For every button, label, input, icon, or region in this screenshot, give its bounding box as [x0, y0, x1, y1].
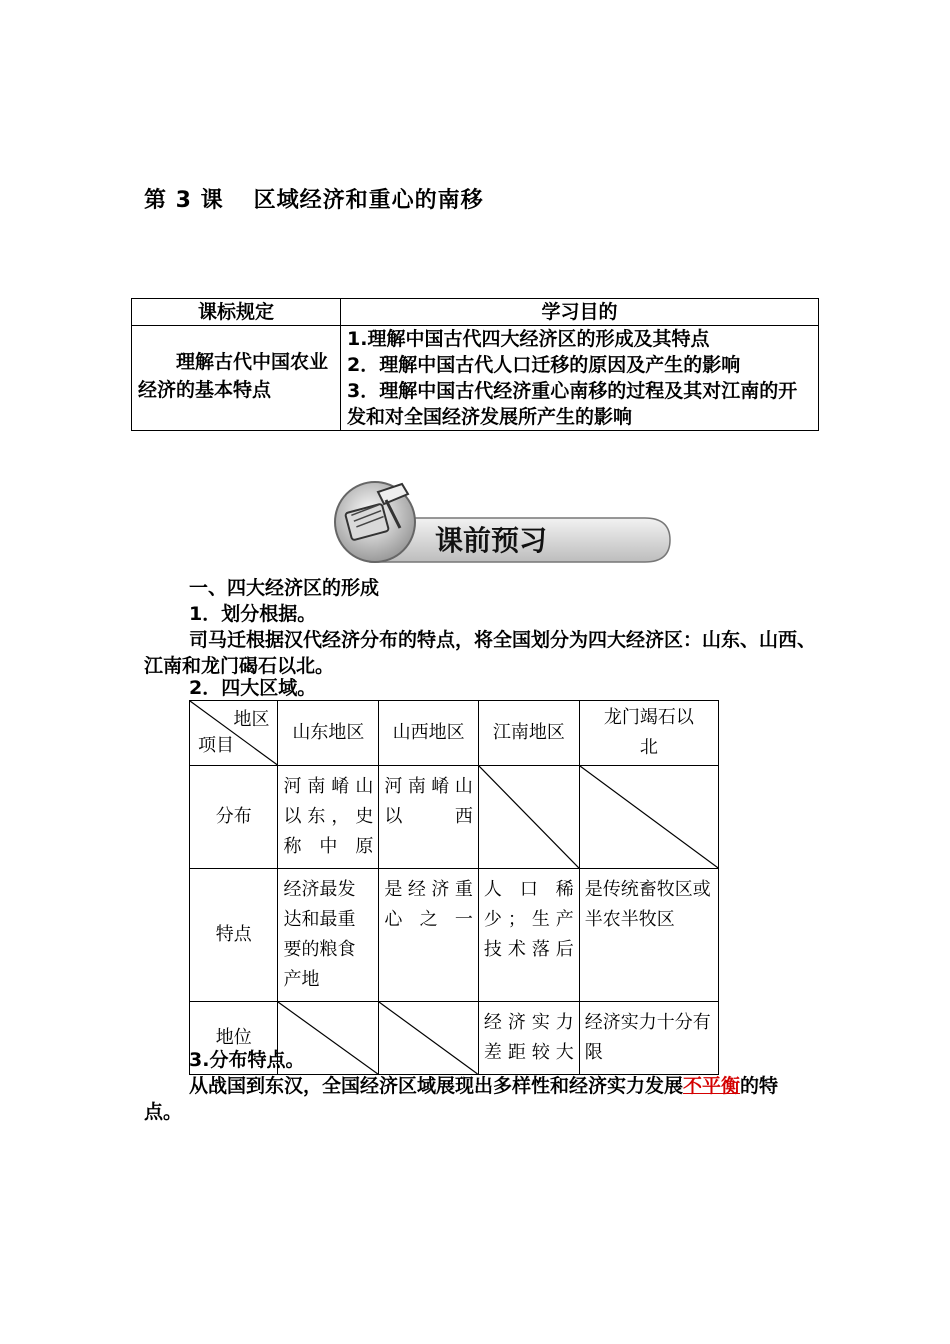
empty-cell — [379, 1002, 479, 1075]
table-cell: 是经济重心之一 — [379, 869, 479, 1002]
goal-item: 1.理解中国古代四大经济区的形成及其特点 — [347, 328, 710, 350]
diagonal-line — [379, 1002, 478, 1074]
column-header: 江南地区 — [478, 701, 579, 766]
table-cell: 经济实力差距较大 — [478, 1002, 579, 1075]
objectives-table — [131, 298, 819, 431]
column-header: 龙门竭石以北 — [579, 701, 718, 766]
diagonal-line — [580, 766, 718, 868]
corner-cell — [190, 701, 278, 766]
table-cell: 河南崤山以西 — [379, 766, 479, 869]
row-label: 地位 — [190, 1002, 278, 1075]
answer-blank: 不平衡 — [683, 1075, 741, 1097]
objectives-goals — [341, 326, 819, 431]
corner-bottom-label: 项目 — [198, 735, 234, 756]
corner-top-label: 地区 — [233, 709, 270, 730]
column-header: 山西地区 — [379, 701, 479, 766]
lesson-name: 区域经济和重心的南移 — [253, 188, 484, 213]
objectives-standard: 理解古代中国农业经济的基本特点 — [132, 326, 341, 431]
item1-text: 司马迁根据汉代经济分布的特点，将全国划分为四大经济区：山东、山西、江南和龙门碣石以北。 — [144, 629, 817, 677]
goal-item: 3．理解中国古代经济重心南移的过程及其对江南的开发和对全国经济发展所产生的影响 — [347, 380, 798, 428]
item1-heading: 1．划分根据。 — [189, 603, 317, 625]
section-heading: 一、四大经济区的形成 — [189, 577, 380, 599]
page-title — [144, 183, 484, 214]
table-cell: 经济最发达和最重要的粮食产地 — [278, 869, 379, 1002]
table-cell: 人口稀少；生产技术落后 — [478, 869, 579, 1002]
item3-text — [144, 1073, 812, 1125]
table-cell: 经济实力十分有限 — [579, 1002, 718, 1075]
column-header: 山东地区 — [278, 701, 379, 766]
item3-text-after: 的特点。 — [144, 1075, 779, 1123]
item3-heading: 3.分布特点。 — [189, 1049, 305, 1071]
item2-heading: 2．四大区域。 — [189, 677, 317, 699]
regions-table — [189, 700, 719, 1075]
preview-banner — [330, 478, 676, 566]
row-label: 特点 — [190, 869, 278, 1002]
goal-item: 2．理解中国古代人口迁移的原因及产生的影响 — [347, 354, 741, 376]
table-cell: 是传统畜牧区或半农半牧区 — [579, 869, 718, 1002]
objectives-header-left: 课标规定 — [132, 299, 341, 326]
banner-label: 课前预习 — [435, 524, 548, 557]
empty-cell — [579, 766, 718, 869]
item3-text-before: 从战国到东汉，全国经济区域展现出多样性和经济实力发展 — [189, 1075, 684, 1097]
empty-cell — [478, 766, 579, 869]
lesson-number: 第 3 课 — [144, 188, 224, 213]
diagonal-line — [479, 766, 579, 868]
banner-graphic — [330, 478, 676, 566]
row-label: 分布 — [190, 766, 278, 869]
objectives-header-right: 学习目的 — [341, 299, 819, 326]
table-cell: 河南崤山以东，史称中原 — [278, 766, 379, 869]
